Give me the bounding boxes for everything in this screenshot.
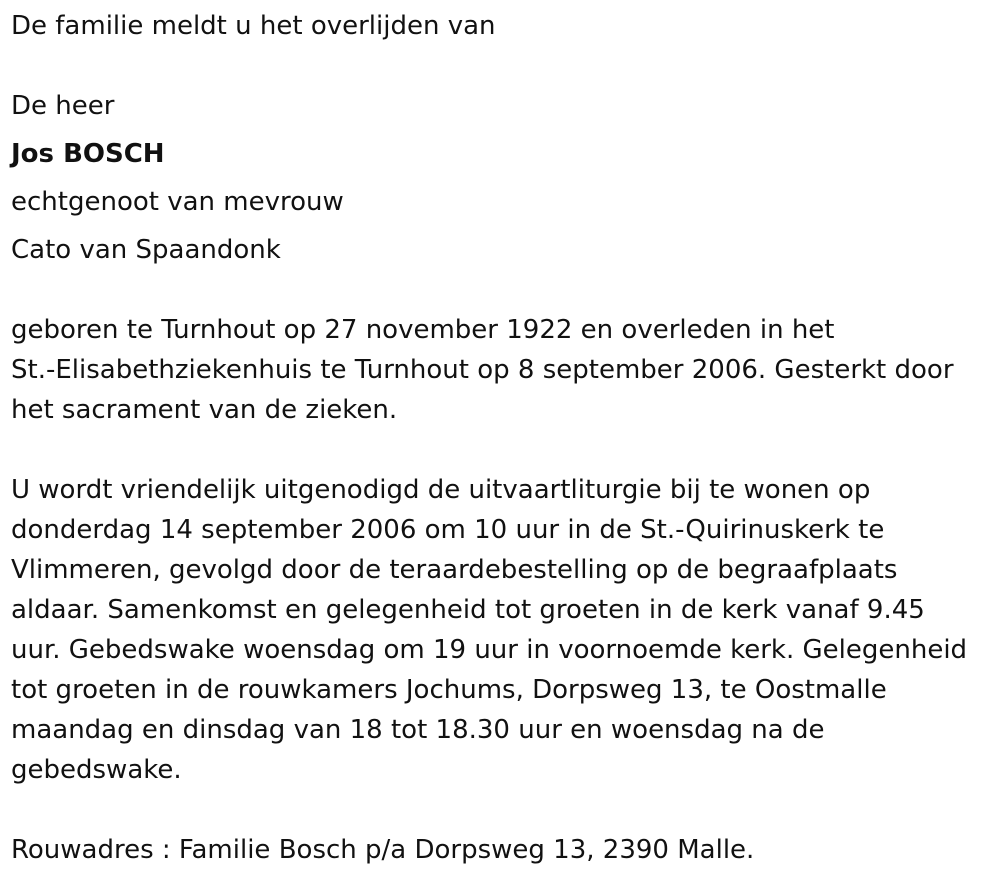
intro-text: De familie meldt u het overlijden van [11,11,496,41]
funeral-paragraph [11,470,991,790]
paragraph-line: geboren te Turnhout op 27 november 1922 en overleden in het [11,315,835,345]
mourning-address: Rouwadres : Familie Bosch p/a Dorpsweg 13, 2390 Malle. [11,835,755,865]
spouse-name: Cato van Spaandonk [11,235,281,265]
spouse-prefix: echtgenoot van mevrouw [11,187,344,217]
paragraph-line: het sacrament van de zieken. [11,395,398,425]
paragraph-line: donderdag 14 september 2006 om 10 uur in de St.-Quirinuskerk te [11,515,885,545]
paragraph-line: St.-Elisabethziekenhuis te Turnhout op 8 september 2006. Gesterkt door [11,355,954,385]
paragraph-line: tot groeten in de rouwkamers Jochums, Dorpsweg 13, te Oostmalle [11,675,887,705]
birth-death-paragraph [11,310,991,430]
paragraph-line: U wordt vriendelijk uitgenodigd de uitvaartliturgie bij te wonen op [11,475,871,505]
paragraph-line: maandag en dinsdag van 18 tot 18.30 uur en woensdag na de [11,715,825,745]
paragraph-line: aldaar. Samenkomst en gelegenheid tot groeten in de kerk vanaf 9.45 [11,595,925,625]
deceased-name: Jos BOSCH [11,139,165,169]
salutation: De heer [11,91,115,121]
paragraph-line: Vlimmeren, gevolgd door de teraardebestelling op de begraafplaats [11,555,898,585]
paragraph-line: uur. Gebedswake woensdag om 19 uur in voornoemde kerk. Gelegenheid [11,635,968,665]
paragraph-line: gebedswake. [11,755,182,785]
